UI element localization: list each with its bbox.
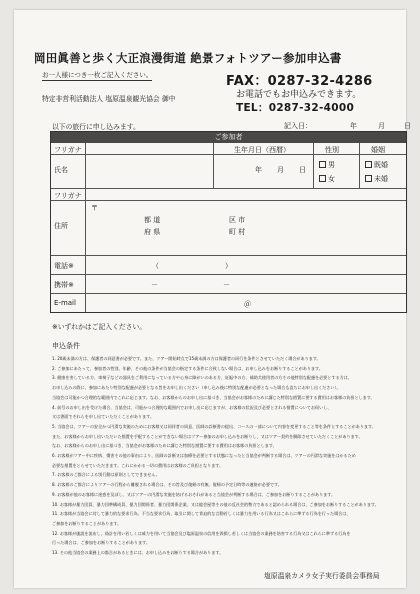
fax-number: FAX：0287-32-4286: [226, 74, 373, 89]
condition-line: ご参加をお断りすることがあります。: [52, 520, 122, 526]
entry-day-unit: 日: [404, 122, 411, 130]
condition-line: また、お客様からお申し出いただいた措置を手配することができない場合はツアー参加のお申し込みをお断りし、又はツアー契約を解除させていただくことがあります。: [52, 433, 363, 439]
address-field[interactable]: [87, 213, 402, 253]
phone-paren-open: （: [152, 262, 159, 270]
address-row: [51, 200, 406, 255]
mobile-dash-1: －: [151, 281, 158, 289]
unmarried-option[interactable]: 未婚: [365, 174, 388, 184]
condition-line: 又は書面でそれらを申し出ていただくことがあります。: [52, 414, 155, 420]
one-sheet-note: お一人様につき一枚ご記入ください。: [42, 71, 153, 79]
mobile-label: 携帯※: [54, 281, 74, 289]
postal-mark: 〒: [91, 204, 98, 212]
marital-label: 婚姻: [371, 146, 385, 154]
participant-form: [50, 131, 407, 313]
address-label: 住所: [54, 222, 68, 230]
condition-line: 3. 健康を害している方、車椅子などの器具をご利用になっている方や心身に障がいのある方、妊娠中の方、補助犬使用者の方その他特別な配慮を必要とする方は、: [52, 375, 352, 381]
married-checkbox[interactable]: [365, 161, 372, 168]
email-label: E-mail: [54, 299, 76, 307]
condition-line: 12. お客様が風説を流布し、偽計を用い若しくは威力を用いて当協会及び塩原温泉の信用を毀損し若しくは当協会の業務を妨害する行為又はこれらに準ずる行為を: [52, 530, 351, 536]
town-cho-son: 町 村: [229, 228, 246, 236]
birth-month-unit: 月: [277, 166, 284, 174]
condition-line: 行った場合は、ご参加をお断りすることがあります。: [52, 540, 150, 546]
tel-number: TEL：0287-32-4000: [236, 102, 355, 114]
furigana-field[interactable]: [87, 144, 211, 153]
condition-line: 必要な措置をとらせていただきます。これにかかる一切の費用はお客様のご負担となります。: [52, 462, 224, 468]
phone-row: [51, 255, 406, 274]
conditions-list: [52, 354, 404, 558]
entry-month-unit: 月: [378, 122, 385, 130]
prefecture-fu-ken: 府 県: [144, 228, 161, 236]
email-row: [51, 293, 406, 312]
female-option[interactable]: 女: [319, 174, 335, 184]
city-ku-shi: 区 市: [229, 216, 246, 224]
condition-line: 6. お客様がツアー中に疾病、傷害その他の事由により、医師の診断又は加療を必要とする状態になったと当協会が判断する場合は、ツアーの円滑な実施をはかるため: [52, 453, 356, 459]
phone-field[interactable]: [87, 258, 402, 272]
male-checkbox[interactable]: [319, 161, 326, 168]
contact-required-note: ※いずれかはご記入ください。: [52, 323, 147, 331]
email-at-sign: ＠: [244, 300, 251, 308]
furigana-label: フリガナ: [54, 146, 82, 154]
postal-code-field[interactable]: [101, 202, 161, 211]
gender-label: 性別: [325, 146, 339, 154]
unmarried-checkbox[interactable]: [365, 175, 372, 182]
married-option[interactable]: 既婚: [365, 160, 388, 170]
mobile-row: [51, 274, 406, 293]
name-field[interactable]: [87, 157, 211, 185]
birth-year-unit: 年: [255, 166, 262, 174]
condition-line: 7. お客様のご都合による別行動は原則としてできません。: [52, 472, 160, 478]
address-furigana-row: [51, 188, 406, 200]
condition-line: お申し込みの際に、参加にあたり特別な配慮が必要となる旨をお申し出ください（申し込み後に特別な配慮が必要となった場合も直ちにお申し出ください）。: [52, 385, 341, 391]
organization-address: 特定非営利活動法人 塩原温泉観光協会 御中: [42, 95, 176, 103]
name-label: 氏名: [54, 166, 68, 174]
address-furigana-field[interactable]: [87, 190, 402, 199]
form-title: 岡田眞善と歩く大正浪漫街道 絶景フォトツアー参加申込書: [34, 51, 342, 65]
name-row: [51, 154, 406, 188]
application-sheet: [14, 10, 411, 588]
office-name: 塩原温泉カメラ女子実行委員会事務局: [264, 572, 380, 580]
condition-line: 5. 当協会は、ツアーの安全かつ円滑な実施のためにお客様又は同伴者の同意、医師の診断書の提出、コースの一部について内容を変更すること等を条件とすることがあります。: [52, 423, 376, 429]
phone-note: お電話でもお申込みできます。: [236, 90, 362, 100]
condition-line: 当協会は可能かつ合理的な範囲内でこれに応じます。なお、お客様からのお申し出に基づき、当協会がお客様のために講じた特別な措置に要する費用はお客様の負担とします。: [52, 394, 375, 400]
email-field[interactable]: [87, 296, 402, 310]
entry-date-label: 記入日：: [284, 122, 312, 130]
conditions-title: 申込条件: [52, 342, 80, 350]
male-option[interactable]: 男: [319, 160, 335, 170]
section-header: ご参加者: [51, 132, 406, 143]
furigana-row: [51, 143, 406, 154]
entry-day-field[interactable]: [390, 121, 404, 130]
condition-line: 8. お客様のご都合によりツアーの行程から離脱される場合は、その旨及び復帰の有無、復帰の予定日時等の連絡が必要です。: [52, 482, 282, 488]
phone-label: 電話※: [54, 262, 74, 270]
female-checkbox[interactable]: [319, 175, 326, 182]
prefecture-to-dou: 都 道: [144, 216, 161, 224]
birth-day-unit: 日: [299, 166, 306, 174]
address-furigana-label: フリガナ: [54, 192, 82, 200]
mobile-field[interactable]: [87, 277, 402, 291]
condition-line: 10. お客様が暴力団員、暴力団準構成員、暴力団関係者、暴力団関係企業、又は総会屋等その他の反社会的勢力であると認められる場合は、ご参加をお断りすることがあります。: [52, 501, 379, 507]
entry-year-field[interactable]: [326, 121, 350, 130]
condition-line: 4. 前号のお申し出を受けた場合、当協会は、可能かつ合理的な範囲内でお申し出に応じますが、お客様の状況及び必要とされる措置についてお伺いし、: [52, 404, 332, 410]
entry-month-field[interactable]: [364, 121, 378, 130]
birth-label: 生年月日（西暦）: [234, 146, 290, 154]
condition-line: 11. お客様が当協会に対して暴力的な要求行為、不当な要求行為、取引に関して脅迫的な言動若しくは暴力を用いる行為又はこれらに準ずる行為を行った場合は、: [52, 511, 351, 517]
condition-line: 2. ご参加にあたって、参加者の性別、年齢、その他の条件が当協会の指定する条件に合致しない場合は、お申し込みをお断りすることがあります。: [52, 365, 323, 371]
mobile-dash-2: －: [223, 281, 230, 289]
phone-paren-close: ）: [225, 262, 232, 270]
entry-year-unit: 年: [350, 122, 357, 130]
condition-line: 13. その他当協会の業務上の都合があるときには、お申し込みをお断りする場合があります。: [52, 550, 224, 556]
condition-line: 1. 20歳未満の方は、保護者の同意書が必要です。また、ツアー開始時点で15歳未満の方は保護者の同行を条件とさせていただく場合があります。: [52, 356, 321, 361]
condition-line: 9. お客様が他のお客様に迷惑を及ぼし、又はツアーの円滑な実施を妨げるおそれがあると当協会が判断する場合は、ご参加をお断りすることがあります。: [52, 491, 336, 497]
application-text: 以下の旅行に申し込みます。: [52, 123, 140, 131]
condition-line: なお、お客様からのお申し出に基づき、当協会がお客様のために講じた特別な措置に要する費用はお客様の負担とします。: [52, 443, 277, 449]
